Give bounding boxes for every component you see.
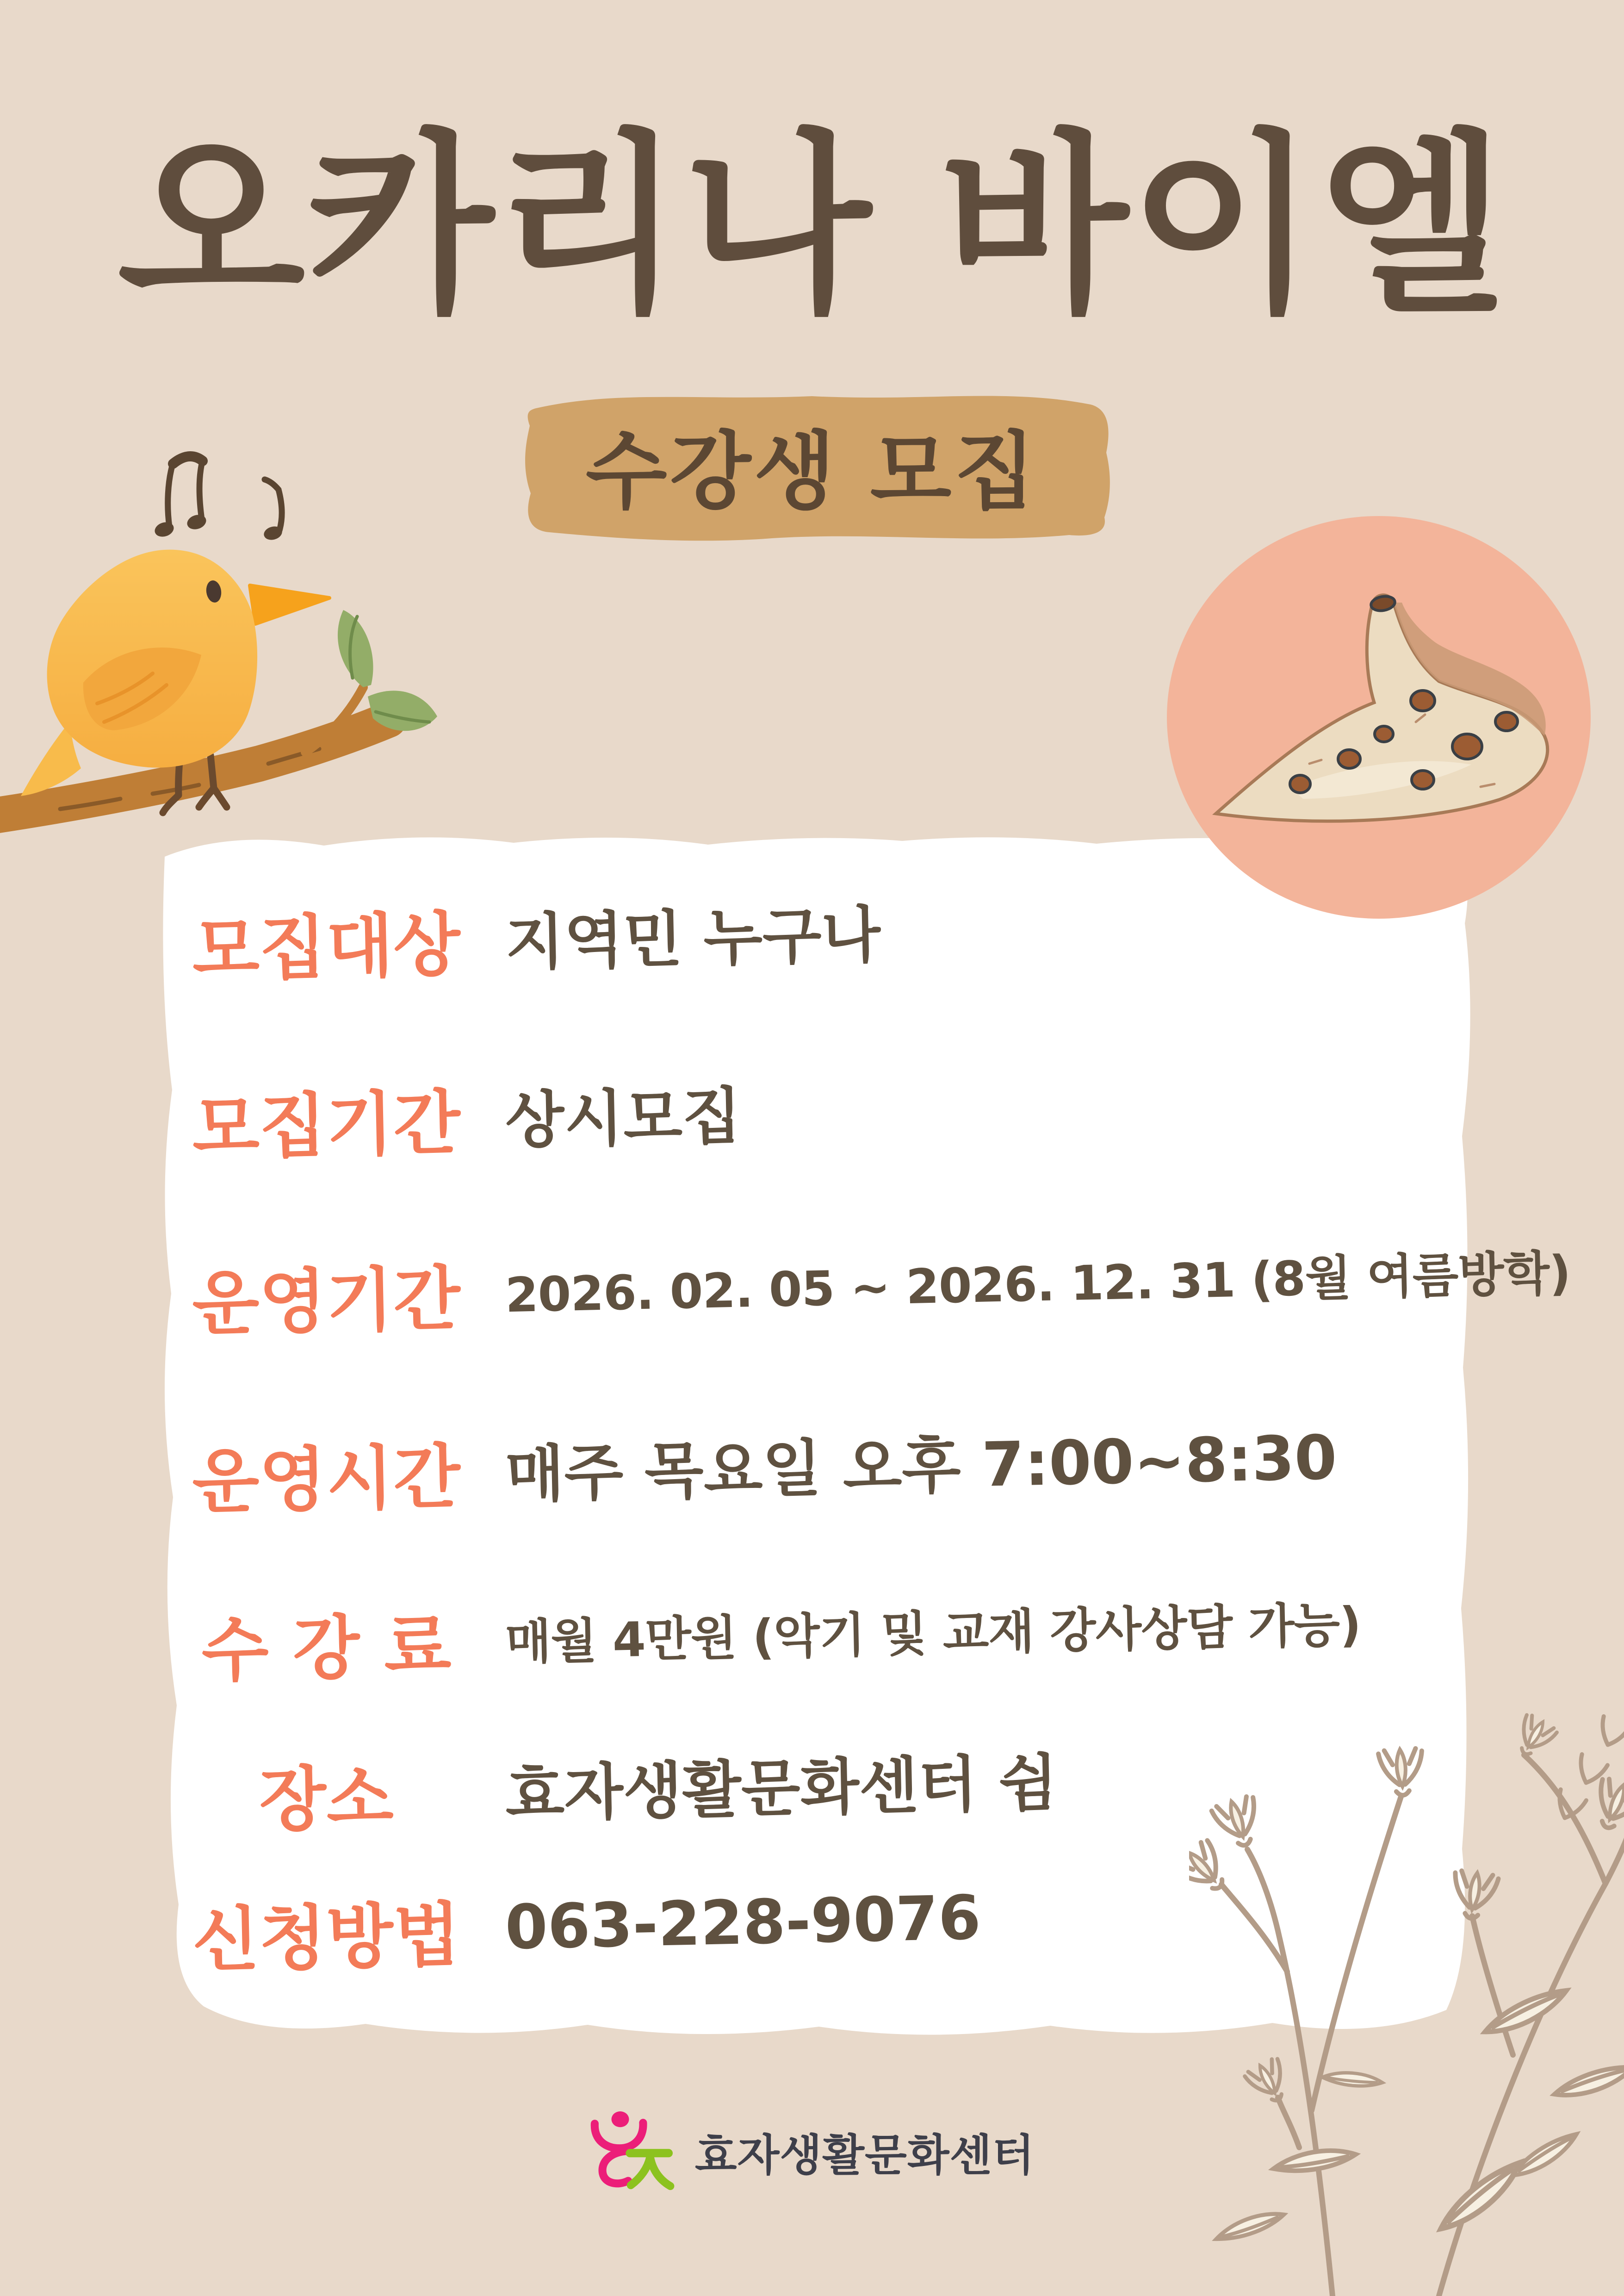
info-label: 신청방법 xyxy=(191,1895,461,1981)
footer-logo xyxy=(0,2105,1624,2197)
info-label: 모집기간 xyxy=(191,1083,461,1169)
info-label: 운영시간 xyxy=(191,1437,461,1523)
info-row-period xyxy=(180,1060,742,1173)
info-row-location xyxy=(180,1726,1059,1847)
banner-label: 수강생 모집 xyxy=(585,422,1039,521)
bird-beak xyxy=(250,585,329,624)
info-label: 모집대상 xyxy=(191,904,461,991)
info-label: 운영기간 xyxy=(191,1258,461,1345)
info-value: 매주 목요일 오후 7:00~8:30 xyxy=(504,1422,1338,1511)
logo-text: 효자생활문화센터 xyxy=(694,2130,1035,2181)
info-label: 장소 xyxy=(258,1757,394,1841)
info-row-target xyxy=(180,878,881,995)
flower-illustration xyxy=(1189,1675,1624,2296)
info-row-apply xyxy=(180,1867,982,1985)
info-value: 효자생활문화센터 쉼 xyxy=(504,1747,1059,1830)
info-value: 063-228-9076 xyxy=(504,1882,982,1964)
recruit-banner xyxy=(507,374,1117,555)
music-notes-icon xyxy=(153,456,284,542)
info-value: 지역민 누구나 xyxy=(504,899,881,979)
ocarina-illustration xyxy=(1157,504,1601,940)
page-title: 오카리나 바이엘 xyxy=(117,113,1507,339)
info-value: 2026. 02. 05 ~ 2026. 12. 31 (8월 여름방학) xyxy=(504,1245,1571,1324)
hyoja-center-logo-icon xyxy=(589,2105,677,2197)
yellow-bird-illustration xyxy=(0,426,509,842)
info-value: 상시모집 xyxy=(504,1080,742,1157)
info-label: 수 강 료 xyxy=(200,1605,452,1692)
info-value: 매월 4만원 (악기 및 교재 강사상담 가능) xyxy=(504,1597,1362,1671)
